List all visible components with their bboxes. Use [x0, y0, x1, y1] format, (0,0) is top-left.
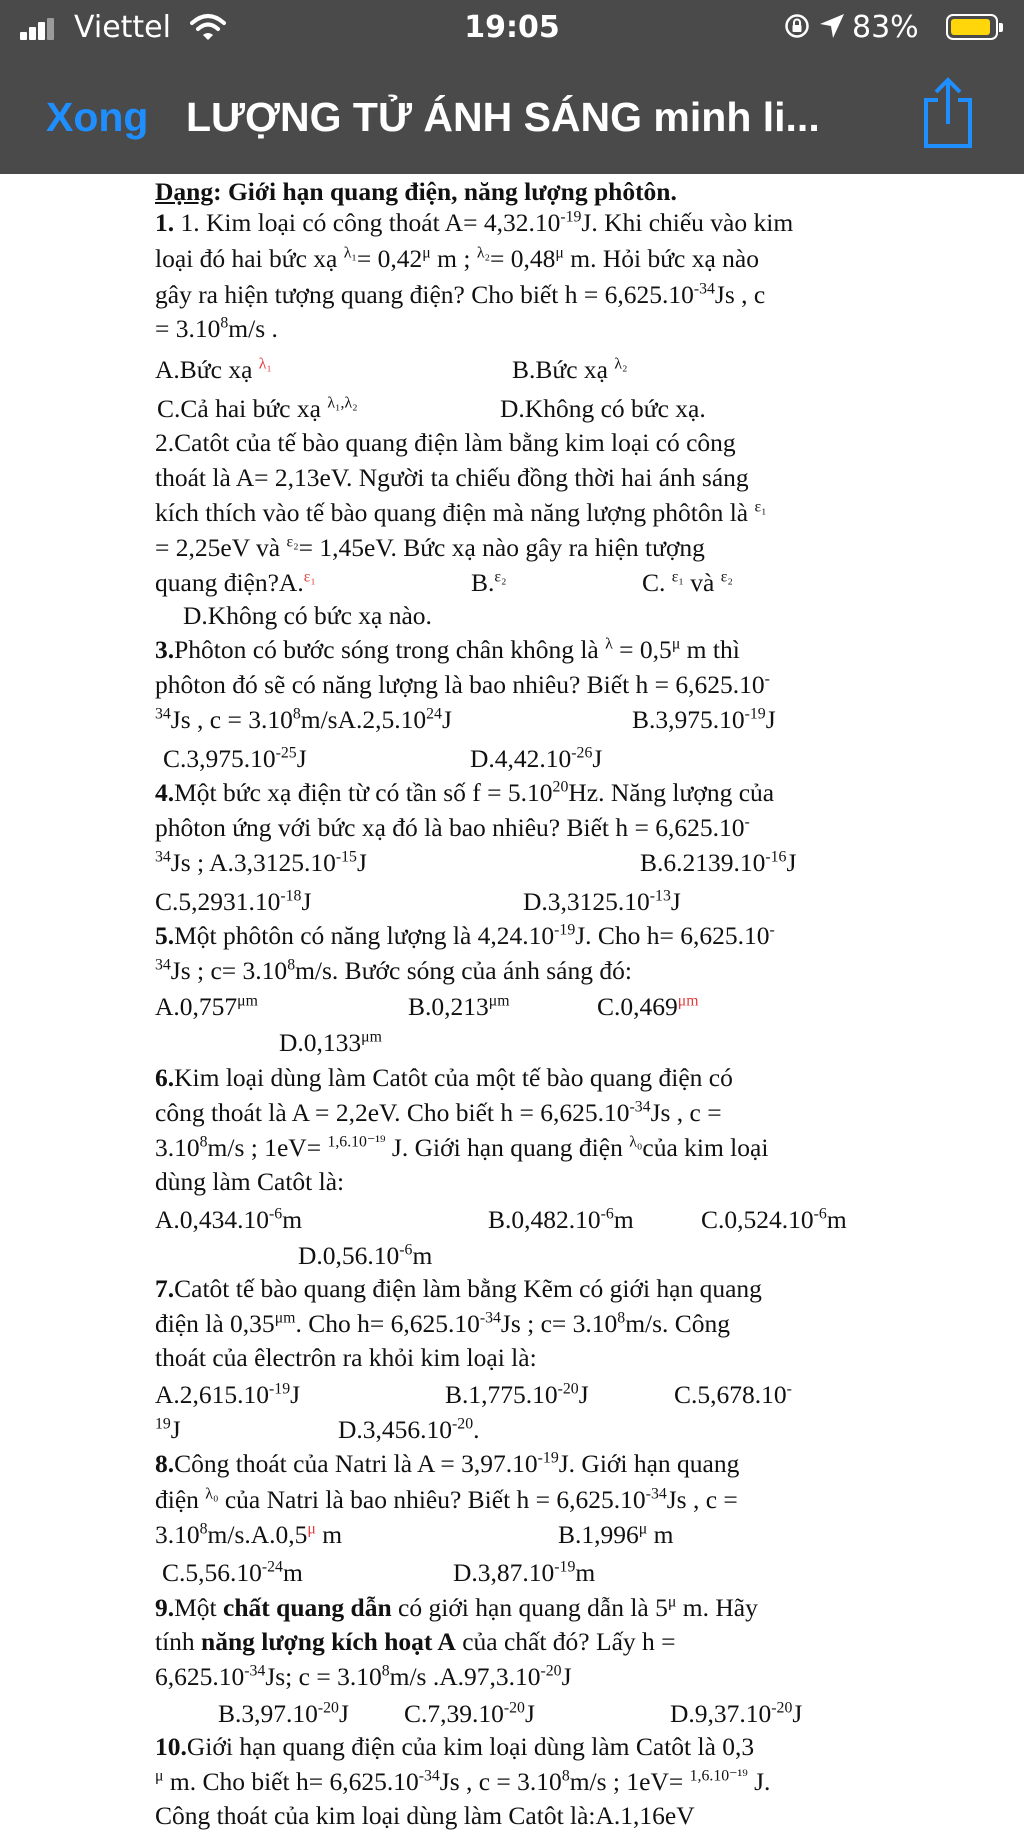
done-button[interactable]: Xong — [46, 94, 149, 140]
clock: 19:05 — [464, 10, 560, 45]
status-bar — [0, 0, 1024, 58]
doc-line: 8.Công thoát của Natri là $A = 3,97.10^{-19}J$. Giới hạn quang — [155, 1449, 740, 1478]
doc-line: $B.0,482.10^{-6}m$ — [488, 1205, 634, 1234]
doc-line: B.$^{\varepsilon_2}$ — [471, 568, 507, 597]
doc-line: $D.0,56.10^{-6}m$ — [298, 1241, 433, 1270]
doc-line: Công thoát của kim loại dùng làm Catôt là:A.1,16eV — [155, 1801, 695, 1830]
doc-line: tính năng lượng kích hoạt A của chất đó? Lấy h = — [155, 1627, 676, 1656]
doc-line: $D.4,42.10^{-26}J$ — [470, 744, 603, 773]
carrier-name: Viettel — [74, 10, 171, 45]
doc-line: $B.3,97.10^{-20}J$ — [218, 1699, 349, 1728]
doc-line: B.Bức xạ $^{\lambda_2}$ — [512, 355, 628, 384]
doc-line: $B.0,213^{\mu m}$ — [408, 992, 510, 1021]
doc-line: quang điện?A.$^{\varepsilon_1}$ — [155, 568, 316, 597]
doc-line: điện $^{\lambda_0}$ của Natri là bao nhiêu? Biết $h = 6,625.10^{-34}Js$ , c = — [155, 1485, 738, 1514]
doc-line: $C.3,975.10^{-25}J$ — [163, 744, 307, 773]
doc-line: 1. 1. Kim loại có công thoát $A= 4,32.10^{-19}J$. Khi chiếu vào kim — [155, 208, 794, 237]
doc-line: điện là $0,35^{\mu m}$. Cho $h= 6,625.10^{-34}Js$ ; $c= 3.10^8m/s$. Công — [155, 1309, 731, 1338]
doc-line: D.Không có bức xạ nào. — [183, 601, 432, 630]
doc-line: loại đó hai bức xạ $^{\lambda_1}= 0,42^\mu$ m ; $^{\lambda_2}= 0,48^\mu$ m. Hỏi bức xạ nào — [155, 244, 759, 273]
document-page[interactable] — [0, 174, 1024, 1830]
doc-line: $C.7,39.10^{-20}J$ — [404, 1699, 535, 1728]
doc-line: $C.0,469^{\mu m}$ — [597, 992, 699, 1021]
doc-line: $3.10^8m/s.A.0,5^\mu$ m — [155, 1520, 343, 1549]
doc-line: = 2,25eV và $^{\varepsilon_2}$= 1,45eV. Bức xạ nào gây ra hiện tượng — [155, 533, 705, 562]
doc-line: $D.0,133^{\mu m}$ — [279, 1028, 382, 1057]
doc-line: Dạng: Giới hạn quang điện, năng lượng phôtôn. — [155, 177, 677, 206]
doc-line: $^{19}$J — [155, 1415, 181, 1444]
doc-line: = $3.10^8m/s$ . — [155, 314, 278, 343]
doc-line: $B.3,975.10^{-19}J$ — [632, 705, 776, 734]
doc-line: dùng làm Catôt là: — [155, 1167, 345, 1196]
doc-line: $A.0,757^{\mu m}$ — [155, 992, 258, 1021]
doc-line: C.5,678.10- — [674, 1380, 792, 1409]
wifi-icon — [190, 12, 226, 42]
doc-line: $A.0,434.10^{-6}m$ — [155, 1205, 303, 1234]
doc-line: $C.0,524.10^{-6}m$ — [701, 1205, 847, 1234]
doc-line: thoát của êlectrôn ra khỏi kim loại là: — [155, 1343, 537, 1372]
doc-line: $^{34}$Js ; $c= 3.10^8m/s$. Bước sóng của ánh sáng đó: — [155, 956, 632, 985]
doc-line: $D.3,456.10^{-20}$. — [338, 1415, 480, 1444]
doc-line: 2.Catôt của tế bào quang điện làm bằng kim loại có công — [155, 428, 736, 457]
doc-line: phôton ứng với bức xạ đó là bao nhiêu? Biết h = 6,625.10- — [155, 813, 750, 842]
doc-line: 6.Kim loại dùng làm Catôt của một tế bào quang điện có — [155, 1063, 733, 1092]
doc-line: $D.3,87.10^{-19}m$ — [453, 1558, 596, 1587]
doc-line: $A.2,615.10^{-19}J$ — [155, 1380, 301, 1409]
doc-line: 10.Giới hạn quang điện của kim loại dùng làm Catôt là 0,3 — [155, 1732, 755, 1761]
doc-line: gây ra hiện tượng quang điện? Cho biết $h = 6,625.10^{-34}Js$ , c — [155, 280, 766, 309]
doc-line: phôton đó sẽ có năng lượng là bao nhiêu? Biết h = 6,625.10- — [155, 670, 770, 699]
doc-line: $B.1,775.10^{-20}J$ — [445, 1380, 589, 1409]
doc-line: $6,625.10^{-34}Js$; $c = 3.10^8m/s$ $.A.97,3.10^{-20}J$ — [155, 1662, 572, 1691]
doc-line: thoát là A= 2,13eV. Người ta chiếu đồng thời hai ánh sáng — [155, 463, 749, 492]
doc-line: D.Không có bức xạ. — [500, 394, 706, 423]
doc-line: $B.6.2139.10^{-16}J$ — [640, 848, 797, 877]
battery-icon — [946, 14, 998, 40]
doc-line: 3.10$^8$m/s ; 1eV= $^{1,6.10^{-19}}$ J. Giới hạn quang điện $^{\lambda_0}$của kim loại — [155, 1133, 769, 1162]
doc-line: $^{34}$Js ; $A.3,3125.10^{-15}J$ — [155, 848, 367, 877]
share-icon[interactable] — [920, 76, 976, 150]
doc-line: C.Cả hai bức xạ $^{\lambda_1,\lambda_2}$ — [157, 394, 358, 423]
doc-line: $C.5,2931.10^{-18}J$ — [155, 887, 312, 916]
doc-line: A.Bức xạ $^{\lambda_1}$ — [155, 355, 272, 384]
doc-line: kích thích vào tế bào quang điện mà năng lượng phôtôn là $^{\varepsilon_1}$ — [155, 498, 767, 527]
rotation-lock-icon — [784, 13, 810, 39]
cellular-signal-icon — [20, 18, 56, 40]
navigation-bar — [0, 58, 1024, 174]
doc-line: 5.Một phôtôn có năng lượng là $4,24.10^{-19}J$. Cho h= 6,625.10- — [155, 921, 775, 950]
doc-line: 4.Một bức xạ điện từ có tần số $f = 5.10^{20}Hz$. Năng lượng của — [155, 778, 775, 807]
doc-line: C. $^{\varepsilon_1}$ và $^{\varepsilon_2}$ — [642, 568, 733, 597]
doc-line: $^{34}$Js , $c = 3.10^8m/sA.2,5.10^{24}J$ — [155, 705, 452, 734]
document-title: LƯỢNG TỬ ÁNH SÁNG minh li... — [186, 94, 820, 140]
doc-line: $B.1,996^\mu$ m — [558, 1520, 674, 1549]
doc-line: $^\mu$ m. Cho biết $h= 6,625.10^{-34}Js$ , $c = 3.10^8m/s$ ; 1eV= $^{1,6.10^{-19}}$ J. — [155, 1767, 771, 1796]
doc-line: 3.Phôton có bước sóng trong chân không là $^\lambda = 0,5^\mu$ m thì — [155, 635, 740, 664]
battery-percent: 83% — [852, 10, 919, 45]
location-arrow-icon — [818, 12, 846, 40]
doc-line: $D.3,3125.10^{-13}J$ — [523, 887, 681, 916]
doc-line: $D.9,37.10^{-20}J$ — [670, 1699, 803, 1728]
doc-line: 7.Catôt tế bào quang điện làm bằng Kẽm có giới hạn quang — [155, 1274, 762, 1303]
doc-line: công thoát là A = 2,2eV. Cho biết $h = 6,625.10^{-34}Js$ , c = — [155, 1098, 722, 1127]
doc-line: $C.5,56.10^{-24}m$ — [162, 1558, 303, 1587]
doc-line: 9.Một chất quang dẫn có giới hạn quang dẫn là $5^\mu$ m. Hãy — [155, 1593, 758, 1622]
